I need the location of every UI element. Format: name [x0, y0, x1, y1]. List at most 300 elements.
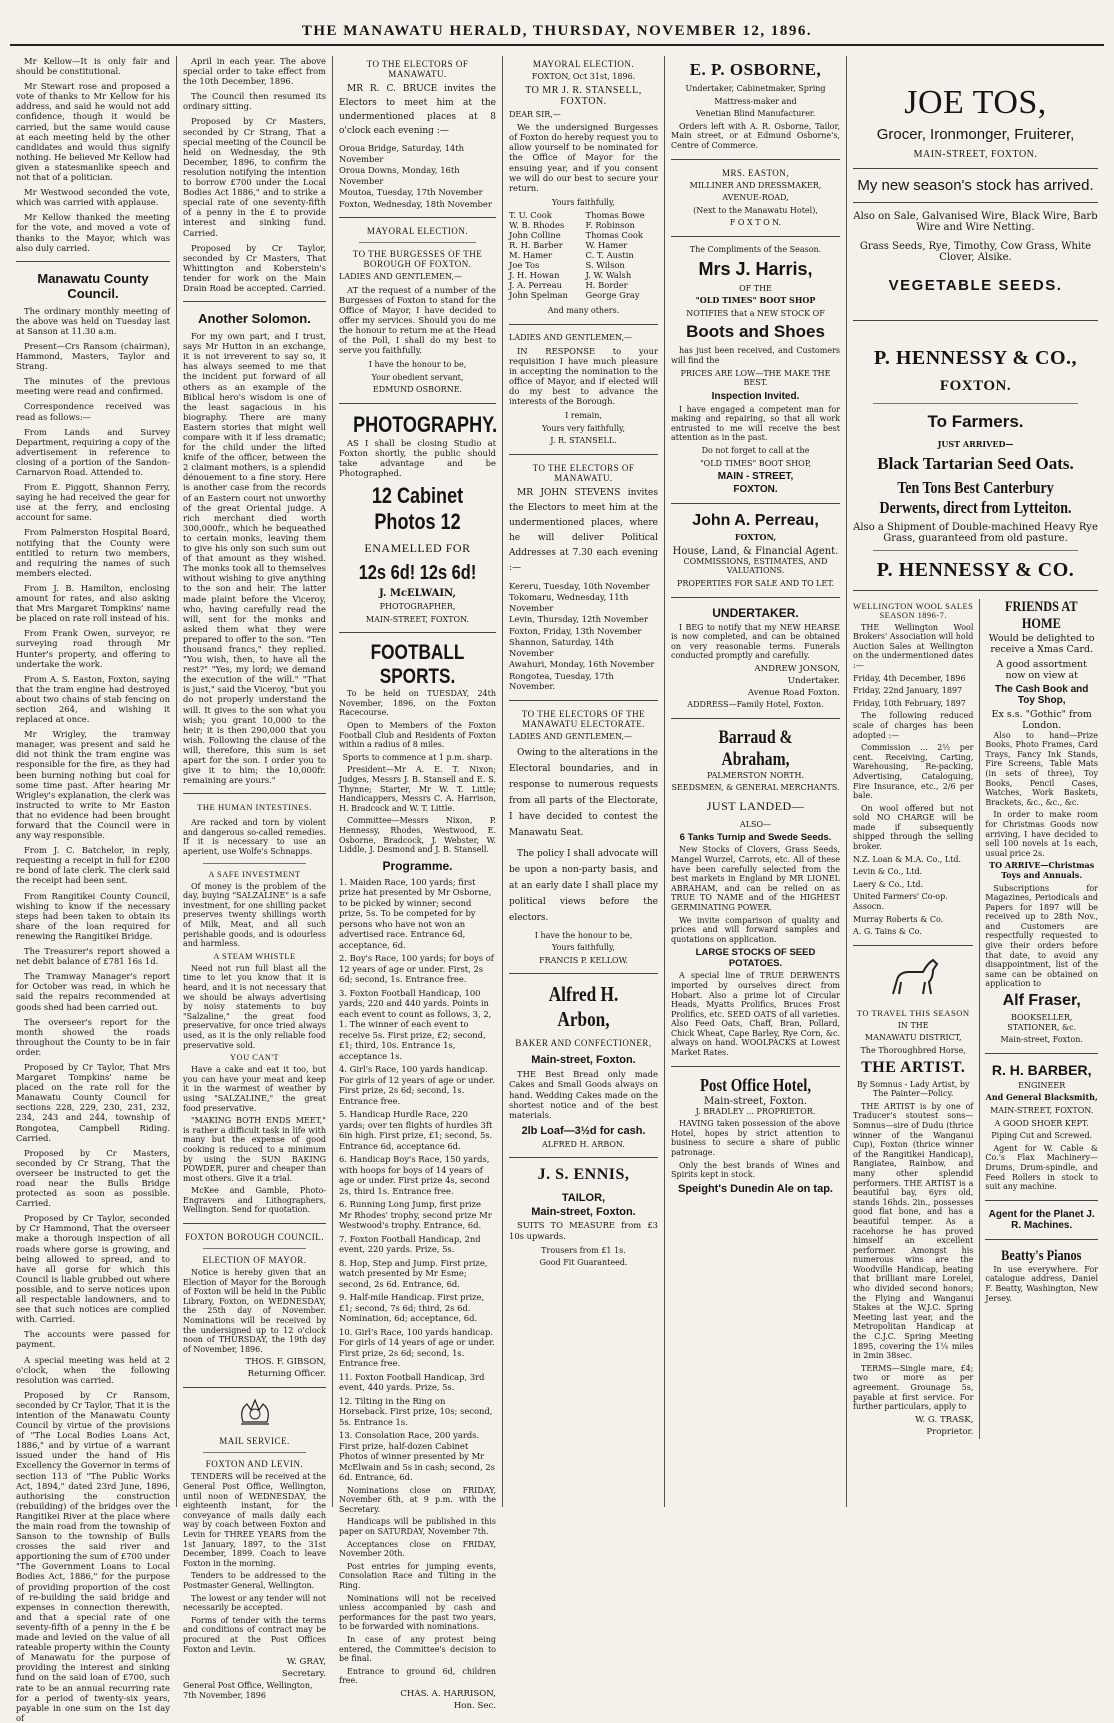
arbon-address: Main-street, Foxton.: [531, 1054, 636, 1067]
list-item: Foxton, Friday, 13th November: [509, 625, 642, 636]
harris-boots: Boots and Shoes: [686, 322, 825, 342]
ad-line: Venetian Blind Manufacturer.: [695, 109, 816, 119]
tos-title: JOE TOS,: [904, 84, 1047, 121]
divider: [671, 159, 840, 160]
ad-line: A GOOD SHOER KEPT.: [994, 1118, 1089, 1128]
ad-line: ENGINEER: [1018, 1080, 1066, 1090]
divider: [671, 1066, 840, 1067]
harris-inspect: Inspection Invited.: [711, 390, 800, 402]
article-paragraph: From Palmerston Hospital Board, notifying that the County were entitled to return two members, and requiring the names of such members elected.: [16, 527, 170, 578]
divider: [339, 403, 496, 404]
wool-title: WELLINGTON WOOL SALES SEASON 1896-7.: [853, 601, 974, 620]
divider: [203, 863, 306, 864]
ad-line: JUST ARRIVED—: [937, 439, 1014, 449]
list-item: Oroua Downs, Monday, 16th November: [339, 165, 460, 186]
list-item: Friday, 10th February, 1897: [853, 698, 966, 708]
article-paragraph: Proposed by Cr Masters, seconded by Cr Strang, That a special meeting of the Council be held on Wednesday, the 9th December, 1896, to confirm the resolution notifying the intention to borrow £700 under the Local Bodies Act 1886," and to strike a special rate of one seventy-fifth of a penny in the £ to provide interest and sinking fund. Carried.: [183, 116, 326, 238]
ad-line: Mattress-maker and: [714, 96, 797, 106]
name-item: S. Wilson: [585, 260, 625, 271]
list-item: 1. Maiden Race, 100 yards; first prize hat presented by Mr Osborne, to be picked by winner; second prize, 5s. To be competed for by persons who have not won an advertised race. Entrance 6d, acceptance, 6d.: [339, 876, 492, 950]
ennis-trade: TAILOR,: [561, 1192, 606, 1205]
election-subtitle: ELECTION OF MAYOR.: [202, 1255, 307, 1266]
article-paragraph: The minutes of the previous meeting were read and confirmed.: [16, 376, 170, 397]
fraser-title: Alf Fraser,: [1002, 992, 1081, 1010]
kellow-meeting-report: [16, 56, 170, 253]
travel-name: THE ARTIST.: [861, 1058, 966, 1076]
intestines-heading: THE HUMAN INTESTINES.: [197, 802, 312, 813]
po-title: Post Office Hotel,: [699, 1074, 812, 1095]
ad-text: Of money is the problem of the day, buying "SALZALINE" is a safe investment, for one shilling packet preserves twenty shillings worth of Milk, Meat, and all such perishable goods, and is odourless and harmless.: [183, 881, 326, 949]
divider: [671, 503, 840, 504]
ad-line: ALSO—: [739, 819, 772, 829]
column-2: [176, 56, 332, 1700]
po-ale: Speight's Dunedin Ale on tap.: [678, 1182, 833, 1195]
article-paragraph: Present—Crs Ransom (chairman), Hammond, Masters, Taylor and Strang.: [16, 340, 170, 372]
easton-title: MRS. EASTON,: [721, 167, 790, 178]
name-item: J. H. Howan: [509, 270, 560, 281]
list-item: 13. Consolation Race, 200 yards. First prize, half-dozen Cabinet Photos of winner presented by Mr McElwain and 5s in cash; second, 2s 6d. Entrance, 6d.: [339, 1430, 495, 1483]
signature: W. G. TRASK,: [915, 1414, 974, 1425]
article-paragraph: Mr Kellow—It is only fair and should be constitutional.: [16, 56, 170, 77]
lower-ads: [853, 599, 1098, 1439]
ad-line: AVENUE-ROAD,: [722, 193, 789, 203]
beatty-title: Beatty's Pianos: [1001, 1247, 1082, 1264]
ad-line: (Next to the Manawatu Hotel),: [693, 205, 818, 215]
column-4: [502, 56, 664, 1507]
ad-text: Good Fit Guaranteed.: [539, 1258, 628, 1268]
ad-text: The following reduced scale of charges has been adopted :—: [853, 711, 974, 740]
ad-text: To be held on TUESDAY, 24th November, 1896, on the Foxton Racecourse.: [339, 689, 496, 718]
ad-line: ADDRESS—Family Hotel, Foxton.: [687, 700, 824, 709]
list-item: 6. Handicap Boy's Race, 150 yards, with hoops for boys of 14 years of age or under. First prize 4s, second 2s, third 1s. Entrance free.: [339, 1154, 490, 1196]
article-paragraph: A special meeting was held at 2 o'clock, when the following resolution was carried.: [16, 1354, 170, 1385]
name-item: C. T. Austin: [585, 250, 634, 261]
article-paragraph: Mr Stewart rose and proposed a vote of thanks to Mr Kellow for his address, and said he would not add confidence, though it would be carried, but the same would cause at each meeting held by the other candidates and would thus signify nothing. He believed Mr Kellow had given a statesmanlike speech and not that of a politician.: [16, 81, 170, 183]
notice-text: Notice is hereby given that an Election of Mayor for the Borough of Foxton will be held in the Public Library, Foxton, on WEDNESDAY, the 25th day of November. Nominations will be received by the undersigned up to 12 o'clock noon of THURSDAY, the 19th day of November, 1896.: [183, 1268, 326, 1354]
tos-grass: Grass Seeds, Rye, Timothy, Cow Grass, White Clover, Alsike.: [859, 241, 1092, 263]
ad-line: SEEDSMEN, & GENERAL MERCHANTS.: [671, 783, 840, 793]
harris-title: Mrs J. Harris,: [698, 258, 813, 279]
ad-line: FOXTON,: [734, 532, 777, 543]
photography-title: PHOTOGRAPHY.: [353, 412, 498, 438]
investment-heading: A SAFE INVESTMENT: [208, 869, 301, 879]
closing: Yours faithfully,: [552, 197, 615, 207]
closing: Yours faithfully,: [552, 943, 615, 953]
friends-title: FRIENDS AT HOME: [1005, 598, 1078, 632]
ad-line: "OLD TIMES" BOOT SHOP,: [699, 458, 812, 468]
ad-line: IN THE: [897, 1020, 929, 1030]
ad-text: New Stocks of Clovers, Grass Seeds, Mangel Wurzel, Carrots, etc. All of these have been carefully selected from the best markets in England by MR LIONEL ABRAHAM, and can be relied on as TRUE TO NAME and of the HIGHEST GERMINATING POWER.: [671, 845, 840, 912]
divider: [509, 973, 658, 974]
ad-text: TERMS—Single mare, £4; two or more as per agreement. Grounage 5s, payable at first service. For further particulars, apply to: [853, 1363, 974, 1412]
signature-role: Secretary.: [281, 1669, 326, 1680]
ad-text: Are racked and torn by violent and dangerous so-called remedies. If it is necessary to use an aperient, use Wolfe's Schnapps.: [183, 818, 326, 857]
ad-line: MAIN-STREET, FOXTON.: [990, 1106, 1094, 1115]
council-article: [16, 306, 170, 1723]
photo-enamel: ENAMELLED FOR: [364, 541, 471, 556]
list-item: A. G. Tains & Co.: [853, 927, 922, 937]
ad-text: THE Best Bread only made Cakes and Small Goods always on hand. Wedding Cakes made on the shortest notice and of the best materials.: [509, 1069, 658, 1120]
signature: ANDREW JONSON,: [754, 664, 840, 674]
ad-text: We invite comparison of quality and prices and will forward samples and quotations on application.: [671, 915, 840, 944]
signature: CHAS. A. HARRISON,: [400, 1688, 496, 1699]
divider: [853, 320, 1098, 321]
mail-subtitle: FOXTON AND LEVIN.: [205, 1459, 304, 1470]
ad-text: Nominations close on FRIDAY, November 6th, at 9 p.m. with the Secretary.: [339, 1485, 496, 1514]
signature-role: Returning Officer.: [247, 1369, 326, 1380]
closing: I have the honour to be,: [368, 360, 467, 370]
article-paragraph: The accounts were passed for payment.: [16, 1329, 170, 1350]
ad-line: MILLINER AND DRESSMAKER,: [689, 180, 822, 190]
whistle-heading: A STEAM WHISTLE: [213, 951, 296, 961]
ad-line: The Thoroughbred Horse,: [860, 1046, 966, 1055]
photo-price: 12s 6d! 12s 6d!: [358, 562, 477, 585]
list-item: 8. Hop, Step and Jump. First prize, watch presented by Mr Esme; second, 2s 6d. Entrance, 6d.: [339, 1257, 488, 1289]
ad-line: House, Land, & Financial Agent.: [672, 545, 839, 557]
list-item: 11. Foxton Football Handicap, 3rd event, 440 yards. Prize, 5s.: [339, 1371, 485, 1393]
list-item: Levin & Co., Ltd.: [853, 867, 923, 877]
divider: [359, 242, 476, 243]
harris-town: FOXTON.: [733, 484, 778, 496]
ad-text: Also to hand—Prize Books, Photo Frames, Card Trays, Fancy Ink Stands, Fire Screens, Table Mats (in sets of three), Toy Books, Pencil Cases, Watches, Work Baskets, Brackets, &c., &c., &c.: [985, 730, 1098, 807]
names-more: And many others.: [547, 306, 620, 316]
ad-text: Post entries for jumping events, Consolation Race and Tilting in the Ring.: [339, 1561, 496, 1591]
article-paragraph: From Frank Owen, surveyor, re surveying road through Mr Hunter's property, and offering to undertake the work.: [16, 628, 170, 669]
royal-crest-icon: [235, 1396, 275, 1430]
article-paragraph: For my own part, and I trust, says Mr Hutton in an exchange, it is not irreverent to say so, it has always seemed to me that the incident put forward of all others as an example of the Biblical hero's wisdom is one of the least sagacious in his biography. There are many Eastern stories that might well compare with it if less dramatic; for the child under the lifted knife of the officer, between the 2 claimant mothers, is a splendid dénouement to a fine story. Here is another case from the records of an Eastern court not unworthy of the great Oriental judge. A rich merchant died worth 300,000fr., which he bequeathed to certain monks, leaving them to give his only son such sum out of that amount as they wished. The monks took all to themselves without wishing to give anything to the son and heir. The latter made plaint before the Viceroy, who, having carefully read the will, sent for the monks and asked them what they were prepared to offer to the son. "Ten thousand francs," they replied. "You wish, then, to have all the rest?" "Yes, my lord; we demand the execution of the will." "That is just," said the Viceroy, "but you do not properly understand the will. It gives to the son what you wish; you grant 10,000 to the heir; it is then 290,000 that you wish. Following the clause of the will, therefore, this sum is set apart for the son. I order you to give it to him; the 10,000fr. remaining are yours.": [183, 331, 326, 786]
article-paragraph: The ordinary monthly meeting of the above was held on Tuesday last at Sanson at 11.30 a.m.: [16, 305, 170, 336]
article-paragraph: Mr Kellow thanked the meeting for the vote, and moved a vote of thanks to the Mayor, which was also duly carried.: [16, 212, 170, 253]
ad-text: Commission ... 2½ per cent. Receiving, Carting, Warehousing, Re-packing, Advertising, Cataloguing, Fire Insurance, etc., 2/6 per bale.: [853, 743, 974, 801]
name-item: R. H. Barber: [509, 240, 563, 251]
notice-text: Forms of tender with the terms and conditions of contract may be procured at the Post Offices Foxton and Levin.: [183, 1615, 326, 1654]
tos-address: MAIN-STREET, FOXTON.: [913, 149, 1038, 160]
photographer-name: J. McELWAIN,: [378, 588, 457, 600]
signature: EDMUND OSBORNE.: [372, 385, 463, 395]
closing: Yours very faithfully,: [541, 423, 626, 433]
ad-text: Trousers from £1 1s.: [541, 1245, 626, 1255]
list-item: 12. Tilting in the Ring on Horseback. First prize, 10s; second, 5s. Entrance 1s.: [339, 1395, 493, 1427]
barraud-turnip: 6 Tanks Turnip and Swede Seeds.: [679, 832, 832, 844]
ad-line: MANAWATU DISTRICT,: [864, 1033, 962, 1043]
ad-line: PROPERTIES FOR SALE AND TO LET.: [676, 579, 835, 589]
ad-text: has just been received, and Customers will find the: [671, 346, 840, 365]
photographer-address: MAIN-STREET, FOXTON.: [365, 614, 470, 624]
column-3: [332, 56, 502, 1711]
article-paragraph: April in each year. The above special order to take effect from the 10th December, 1896.: [183, 56, 326, 87]
divider: [853, 590, 1098, 591]
ad-line: NOTIFIES that a NEW STOCK OF: [686, 308, 825, 318]
list-item: 3. Foxton Football Handicap, 100 yards, 220 and 440 yards. Points in each event to count as follows, 3, 2, 1. The winner of each event to receive 5s. First prize, £2; second, £1; third, 10s. Entrance 1s, acceptance 1s.: [339, 987, 492, 1061]
article-paragraph: From A. S. Easton, Foxton, saying that the tram engine had destroyed about two chains of stab fencing on section 264, and wishing it replaced at once.: [16, 673, 170, 725]
notice-text: The policy I shall advocate will be upon a non-party basis, and at an early date I shall place my political views before the electors.: [509, 848, 658, 923]
hennessy-sig: P. HENNESSY & CO.: [876, 558, 1075, 581]
ad-line: Undertaker, Cabinetmaker, Spring: [685, 84, 826, 93]
name-item: John Colline: [509, 230, 561, 241]
divider: [509, 454, 658, 455]
divider: [853, 945, 973, 946]
closing: Your obedient servant,: [371, 372, 464, 382]
masthead: [10, 6, 1104, 46]
mail-footer: General Post Office, Wellington, 7th November, 1896: [183, 1681, 313, 1700]
salutation: LADIES AND GENTLEMEN,—: [339, 272, 463, 281]
ad-line: "OLD TIMES" BOOT SHOP: [695, 295, 816, 306]
salutation: DEAR SIR,—: [509, 109, 561, 119]
divider: [671, 597, 840, 598]
lower-left: [853, 599, 973, 1439]
ad-line: PALMERSTON NORTH.: [706, 770, 804, 780]
article-paragraph: The overseer's report for the month showed the roads throughout the County to be in fair order.: [16, 1016, 170, 1057]
tos-stock: My new season's stock has arrived.: [857, 177, 1094, 194]
barraud-title: Barraud & Abraham,: [718, 726, 793, 770]
list-item: Rongotea, Tuesday, 17th November.: [509, 670, 614, 692]
undertaker-title: UNDERTAKER.: [712, 605, 799, 620]
divider: [853, 168, 1098, 169]
ennis-address: Main-street, Foxton.: [531, 1206, 636, 1219]
ad-text: In order to make room for Christmas Goods now arriving, I have decided to sell 100 novels at 1s each, usual price 2s.: [985, 810, 1098, 858]
perreau-title: John A. Perreau,: [692, 512, 819, 530]
ad-text: Have a cake and eat it too, but you can have your meat and keep it in the warmest of weather by using "SALZALINE," the great food preservative.: [183, 1065, 326, 1113]
mail-title: MAIL SERVICE.: [219, 1436, 290, 1447]
ad-text: Open to Members of the Foxton Football Club and Residents of Foxton within a radius of 8 miles.: [339, 720, 496, 750]
list-item: Laery & Co., Ltd.: [853, 879, 923, 889]
ad-text: President—Mr A. E. T. Nixon; Judges, Messrs J. B. Stansell and E. S. Thynne; Starter, Mr W. T. Little; Handicappers, Messrs C. A. Harrison, H. Bradcock and W. T. Little.: [339, 765, 496, 813]
salutation: LADIES AND GENTLEMEN,—: [509, 731, 633, 741]
list-item: Oroua Bridge, Saturday, 14th November: [339, 143, 465, 164]
name-item: Joe Tos: [509, 260, 540, 271]
cant-heading: YOU CAN'T: [229, 1053, 280, 1063]
ad-text: Subscriptions for Magazines, Periodicals and Papers for 1897 will be received up to 28th Nov., and Customers are respectfully requested to give their orders before that date, to avoid any disappointment, list of the same can be obtained on application to: [985, 883, 1098, 989]
divider: [985, 1200, 1098, 1201]
stevens-title: TO THE ELECTORS OF MANAWATU.: [532, 462, 635, 483]
list-item: 2. Boy's Race, 100 yards; for boys of 12 years of age or under. First, 2s 6d; second, 1s. Entrance free.: [339, 953, 494, 985]
ad-text: HAVING taken possession of the above Hotel, hopes by strict attention to business to secure a share of public patronage.: [671, 1119, 840, 1158]
horse-icon: [883, 954, 943, 1002]
name-item: George Gray: [585, 290, 640, 301]
ad-line: PRICES ARE LOW—THE MAKE THE BEST.: [680, 368, 831, 388]
friends-assort: A good assortment now on view at: [996, 658, 1087, 681]
travel-title: TO TRAVEL THIS SEASON: [856, 1007, 970, 1018]
list-item: Awahuri, Monday, 16th November: [509, 659, 655, 670]
meeting-list: [339, 143, 496, 209]
signature-role: Avenue Road Foxton.: [747, 688, 840, 698]
signature-role: Proprietor.: [926, 1426, 974, 1437]
article-paragraph: Proposed by Cr Masters, seconded by Cr Strang, That the overseer be instructed to get the road near the Bulls Bridge protected as soon as possible. Carried.: [16, 1147, 170, 1209]
article-paragraph: Proposed by Cr Taylor, seconded by Cr Hammond, That the overseer make a thorough inspection of all roads where gorse is growing, and being allowed to spread, and to have all gorse for which this Council is liable grubbed out where possible, and to serve notices upon all respectable landowners, and to see that such notices are complied with. Carried.: [16, 1213, 170, 1325]
notice-text: Owing to the alterations in the Electoral boundaries, and in response to numerous requests from all parts of the Electorate, I have decided to contest the Manawatu Seat.: [509, 747, 658, 838]
hennessy-derwents: Ten Tons Best Canterbury Derwents, direct from Lytteiton.: [879, 477, 1072, 517]
arbon-price: 2lb Loaf—3½d for cash.: [521, 1124, 646, 1137]
ad-text: THE Wellington Wool Brokers' Association will hold Auction Sales at Wellington on the undermentioned dates :—: [853, 622, 974, 670]
ad-text: "MAKING BOTH ENDS MEET," is rather a difficult task in life with many but the expense of good cooking is reduced to a minimum by using the SUN BAKING POWDER, purer and cheaper than most others. Give it a trial.: [183, 1116, 326, 1183]
name-item: T. U. Cook: [509, 210, 552, 221]
dateline: FOXTON, Oct 31st, 1896.: [531, 72, 636, 81]
signature-role: Undertaker.: [787, 676, 840, 686]
barraud-landed: JUST LANDED—: [706, 798, 805, 813]
notice-text: IN RESPONSE to your requisition I have much pleasure in accepting the nomination to the office of Mayor, and if elected will do my best to advance the interests of the Borough.: [509, 345, 658, 407]
list-item: 5. Handicap Hurdle Race, 220 yards; over ten flights of hurdles 3ft 6in high. First prize, £1; second, 5s. Entrance 6d, acceptance 6d.: [339, 1109, 493, 1151]
name-item: W. B. Rhodes: [509, 220, 565, 231]
article-paragraph: Mr Wrigley, the tramway manager, was present and said he did not think the tram engine was responsible for the fire, as they had been burning nothing but coal for some time past. After hearing Mr Wrigley's explanation, the clerk was instructed to write to Mr Easton that no evidence had been brought forward that the Council were in any way responsible.: [16, 729, 170, 841]
ad-line: Main-street, Foxton.: [703, 1095, 808, 1107]
mayoral-title: MAYORAL ELECTION.: [366, 226, 469, 236]
programme-heading: Programme.: [382, 858, 453, 873]
name-item: M. Hamer: [509, 250, 553, 261]
signatories-left: [509, 210, 582, 300]
notice-text: Tenders to be addressed to the Postmaster General, Wellington.: [183, 1571, 326, 1590]
planet-agent: Agent for the Planet J. R. Machines.: [988, 1208, 1095, 1231]
tos-vegetable: VEGETABLE SEEDS.: [888, 277, 1063, 294]
article-paragraph: From J. B. Hamilton, enclosing amount for rates, and also asking that Mrs Margaret Tompkins' name be placed on rate roll instead of his.: [16, 582, 170, 624]
list-item: Tokomaru, Wednesday, 11th November: [509, 592, 629, 613]
list-item: United Farmers' Co-op. Assocn.: [853, 892, 948, 912]
article-paragraph: From E. Piggott, Shannon Ferry, saying he had received the gear for use at the ferry, and enclosing account for same.: [16, 482, 170, 523]
list-item: N.Z. Loan & M.A. Co., Ltd.: [853, 854, 962, 864]
article-paragraph: The Treasurer's report showed a net debit balance of £781 16s 1d.: [16, 946, 170, 967]
ad-text: A special line of TRUE DERWENTS imported by ourselves direct from Hobart. Also a prime lot of Circular Heads, Myatts Prolifics, Bruces Frost Prolifics, etc. SEED OATS of all varieties. Also Feed Oats, Chaff, Bran, Pollard, Chick Wheat, Cape Barley, Rye Corn, &c. always on hand. WOOLPACKS at Lowest Market Rates.: [671, 971, 840, 1058]
notice-text: MR JOHN STEVENS invites the Electors to meet him at the undermentioned places, where he will deliver Political Addresses at 7.30 each evening :—: [509, 487, 658, 573]
article-paragraph: Correspondence received was read as follows:—: [16, 401, 170, 422]
hennessy-title: P. HENNESSY & CO.,: [873, 347, 1078, 369]
list-item: 6. Running Long Jump, first prize Mr Rhodes' trophy, second prize Mr Westwood's trophy. Entrance, 6d.: [339, 1199, 492, 1231]
friends-text: Would be delighted to receive a Xmas Card.: [988, 632, 1095, 655]
ad-text: Handicaps will be published in this paper on SATURDAY, November 7th.: [339, 1517, 496, 1537]
name-item: Thomas Bowe: [585, 210, 645, 221]
signature: W. GRAY,: [286, 1657, 326, 1668]
ad-text: McKee and Gamble, Photo-Engravers and Lithographers, Wellington. Send for quotation.: [183, 1186, 326, 1215]
hennessy-oats: Black Tartarian Seed Oats.: [877, 453, 1074, 473]
signature: J. R. STANSELL.: [550, 436, 617, 446]
name-item: J. W. Walsh: [585, 270, 632, 281]
ad-text: Orders left with A. R. Osborne, Tailor, Main street, or at Edmund Osborne's, Centre of Commerce.: [671, 121, 840, 150]
newspaper-title: THE MANAWATU HERALD, THURSDAY, NOVEMBER 12, 1896.: [301, 23, 813, 39]
election-title: FOXTON BOROUGH COUNCIL.: [184, 1232, 325, 1243]
divider: [183, 1387, 326, 1388]
divider: [509, 700, 658, 701]
ad-text: In use everywhere. For catalogue address, Daniel F. Beatty, Washington, New Jersey.: [985, 1264, 1098, 1303]
ad-line: Do not forget to call at the: [701, 446, 810, 456]
arbon-trade: BAKER AND CONFECTIONER,: [515, 1038, 652, 1049]
list-item: Friday, 22nd January, 1897: [853, 686, 963, 696]
ad-text: Entrance to ground 6d, children free.: [339, 1666, 496, 1686]
name-item: J. A. Perreau: [509, 280, 562, 291]
ad-text: Need not run full blast all the time to let you know that it is heard, and it is not necessary that we should be always advertising by noisy statements to buy "Salzaline," the great food preservative, for once tried always used, as it is the only reliable food preservative sold.: [183, 963, 326, 1050]
osborne-title: E. P. OSBORNE,: [689, 60, 822, 79]
hennessy-rye: Also a Shipment of Double-machined Heavy Rye Grass, guaranteed from old pasture.: [853, 521, 1098, 544]
ennis-title: J. S. ENNIS,: [537, 1166, 630, 1184]
list-item: Kereru, Tuesday, 10th November: [509, 580, 650, 591]
article-paragraph: Proposed by Cr Taylor, seconded by Cr Masters, That Whittington and Koberstein's tender for work on the Main Drain Road be accepted. Carried.: [183, 242, 326, 293]
divider: [203, 1248, 306, 1249]
list-item: 7. Foxton Football Handicap, 2nd event, 220 yards. Prize, 5s.: [339, 1233, 481, 1255]
divider: [873, 403, 1078, 404]
ad-line: By Somnus - Lady Artist, by The Painter—Policy.: [856, 1079, 970, 1099]
divider: [183, 793, 326, 794]
list-item: Levin, Thursday, 12th November: [509, 614, 649, 625]
ad-text: Committee—Messrs Nixon, P. Hennessy, Rhodes, Westwood, E. Osborne, Bradcock, J. Webster, W. Liddle, J. Desmond and J. B. Stansell.: [339, 816, 496, 855]
tos-wire: Also on Sale, Galvanised Wire, Black Wire, Barb Wire and Wire Netting.: [853, 211, 1098, 233]
programme-list: [339, 877, 496, 1483]
name-item: F. Robinson: [585, 220, 635, 231]
salutation: LADIES AND GENTLEMEN,—: [509, 333, 633, 343]
ad-text: I BEG to notify that my NEW HEARSE is now completed, and can be obtained on very reasonable terms. Funerals conducted promptly and carefully.: [671, 622, 840, 661]
divider: [183, 301, 326, 302]
signature: FRANCIS P. KELLOW.: [539, 955, 628, 965]
friends-shop: The Cash Book and Toy Shop,: [995, 683, 1089, 706]
ad-text: I have engaged a competent man for making and repairing, so that all work entrusted to me will receive the best attention as in the past.: [671, 404, 840, 443]
article-paragraph: Proposed by Cr Taylor, That Mrs Margaret Tompkins' name be placed on the rate roll for the Manawatu County Council for sections 228, 229, 230, 231, 232, 234, 243 and 244, township of Rongotea, Campbell Riding. Carried.: [16, 1061, 170, 1143]
divider: [509, 1157, 658, 1158]
list-item: 4. Girl's Race, 100 yards handicap. For girls of 12 years of age or under. First prize, 2s 6d; second, 1s. Entrance free.: [339, 1064, 495, 1106]
article-paragraph: From Rangitikei County Council, wishing to know if the necessary steps had been taken to obtain its share of the loan required for renewing the Rangitikei Bridge.: [16, 890, 170, 941]
divider: [203, 1452, 306, 1453]
signature: THOS. F. GIBSON,: [245, 1357, 326, 1368]
meeting-list: [509, 581, 658, 692]
name-item: Thomas Cook: [585, 230, 643, 241]
list-item: 9. Half-mile Handicap. First prize, £1; second, 7s 6d; third, 2s 6d. Nomination, 6d; acceptance, 6d.: [339, 1292, 485, 1324]
article-paragraph: The Council then resumed its ordinary sitting.: [183, 91, 326, 112]
ad-text: On wool offered but not sold NO CHARGE will be made if subsequently shipped through the selling broker.: [853, 803, 974, 852]
photographer-role: PHOTOGRAPHER,: [379, 602, 456, 611]
name-item: W. Hamer: [585, 240, 628, 251]
council-heading: Manawatu County Council.: [37, 270, 149, 301]
notice-text: We the undersigned Burgesses of Foxton do hereby request you to allow yourself to be nominated for the Office of Mayor for the ensuing year, and if you consent we will do our best to secure your return.: [509, 122, 658, 193]
lower-right: [979, 599, 1098, 1439]
list-item: Friday, 4th December, 1896: [853, 673, 966, 683]
notice-text: AT the request of a number of the Burgesses of Foxton to stand for the Office of Mayor, I have decided to offer my services. Should you do me the honour to return me at the Head of the Poll, I shall do my best to serve you faithfully.: [339, 284, 496, 356]
hennessy-town: FOXTON.: [939, 378, 1012, 394]
ad-line: COMMISSIONS, ESTIMATES, AND VALUATIONS.: [683, 556, 828, 576]
article-paragraph: Proposed by Cr Ransom, seconded by Cr Taylor, That it is the intention of the Manawatu County Council by virtue of the provisions of "The Local Bodies Loans Act, 1886," and by virtue of a warrant issued under the hand of His Excellency the Governor in terms of section 113 of "The Public Works Act, 1894," dated 23rd June, 1896, authorising the construction (rebuilding) of the bridges over the Rangitikei River at the place where the main road from the township of Sanson to the township of Bulls crosses the said river and apportioning the sum of £700 under "The Government Loans to Local Bodies Act, 1886," for the purpose of providing proportion of the cost of re-building the said bridge and expenses in connection therewith, and that a special rate of one seventy-fifth of a penny in the £ be made and levied on the value of all rateable property within the County of Manawatu for the purpose of providing the interest and sinking fund on the said loan of £700, such rate to be an annual recurring rate for a period of twenty-six years, payable in one sum on the 1st day of: [16, 1389, 170, 1723]
football-title: FOOTBALL SPORTS.: [370, 641, 465, 689]
ad-line: TO ARRIVE—Christmas Toys and Annuals.: [989, 860, 1095, 880]
arbon-title: Alfred H. Arbon,: [548, 982, 619, 1032]
ad-text: Acceptances close on FRIDAY, November 20th.: [339, 1539, 496, 1559]
divider: [985, 1053, 1098, 1054]
list-item: Foxton, Wednesday, 18th November: [339, 198, 492, 209]
ad-text: AS I shall be closing Studio at Foxton shortly, the public should take advantage and be Photographed.: [339, 438, 496, 479]
column-5: [664, 56, 846, 1507]
divider: [509, 324, 658, 325]
ad-line: Main-street, Foxton.: [1000, 1035, 1083, 1045]
bruce-notice-title: TO THE ELECTORS OF MANAWATU.: [366, 59, 469, 79]
article-paragraph: From J. C. Batchelor, in reply, requesting a receipt in full for £200 re bond of late clerk. The clerk said the receipt had been sent.: [16, 845, 170, 886]
ad-line: And General Blacksmith,: [985, 1092, 1098, 1103]
column-1: [10, 56, 176, 1723]
friends-ex: Ex s.s. "Gothic" from London.: [991, 708, 1092, 731]
ad-text: SUITS TO MEASURE from £3 10s upwards.: [509, 1220, 658, 1241]
divider: [671, 236, 840, 237]
list-item: Murray Roberts & Co.: [853, 914, 944, 924]
name-item: H. Border: [585, 280, 628, 291]
divider: [873, 550, 1078, 551]
divider: [853, 202, 1098, 203]
notice-text: The lowest or any tender will not necessarily be accepted.: [183, 1593, 326, 1613]
ad-text: Sports to commence at 1 p.m. sharp.: [342, 752, 493, 762]
ad-line: OF THE: [739, 283, 772, 293]
signatories-right: [586, 210, 659, 300]
ad-text: THE ARTIST is by one of Traducer's stoutest sons—Somnus—sire of Dudu (thrice winner of the Wanganui Cup), Foxton (thrice winner of the Rangitikei Handicap), Rangiatea, Rainbow, and many other splendid performers. THE ARTIST is a beautiful bay, 6yrs old, stands 16hds. 2in., possesses good flat bone, and has a beautiful temper. As a racehorse he has proved himself an excellent performer. Amongst his numerous wins are the Woodville Handicap, beating that brilliant mare Lorelei, who divided second honors; the Flying and Wanganui Stakes at the W.J.C. Spring Meeting last year, and the Metropolitan Handicap at the C.J.C. Spring Meeting 1895, covering the 1¼ miles in 2min 38sec.: [853, 1101, 974, 1361]
ad-line: BOOKSELLER, STATIONER, &c.: [1007, 1013, 1077, 1032]
photo-offer: 12 Cabinet Photos 12: [371, 483, 464, 535]
name-item: John Spelman: [509, 290, 568, 301]
notice-text: TENDERS will be received at the General Post Office, Wellington, until noon of WEDNESDAY, the eighteenth instant, for the conveyance of mails daily each way by coach between Foxton and Levin for THREE YEARS from the 1st January, 1897, to the 31st December, 1899. Coach to leave Foxton in the morning.: [183, 1472, 326, 1568]
burgesses-title: TO THE BURGESSES OF THE BOROUGH OF FOXTON.: [352, 249, 483, 269]
closing: I remain,: [565, 411, 602, 421]
list-item: Shannon, Saturday, 14th November: [509, 637, 614, 658]
ad-text: In case of any protest being entered, the Committee's decision to be final.: [339, 1635, 496, 1664]
kellow-title: TO THE ELECTORS OF THE MANAWATU ELECTORATE.: [521, 708, 646, 729]
